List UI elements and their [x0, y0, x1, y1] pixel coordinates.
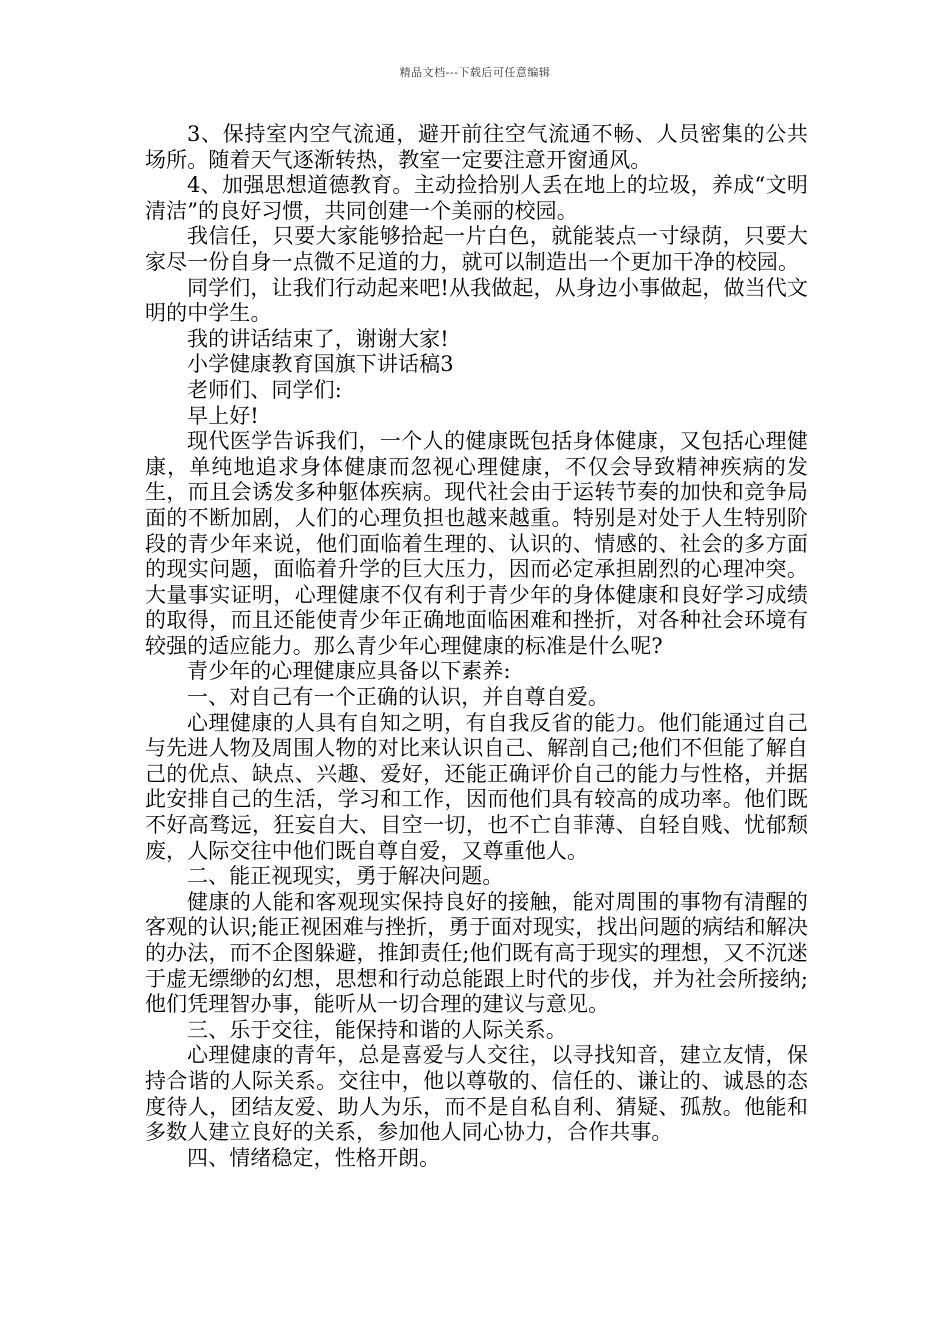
section-title: 小学健康教育国旗下讲话稿3 — [187, 352, 454, 377]
subheading: 四、情绪稳定，性格开朗。 — [187, 1145, 441, 1170]
paragraph: 同学们，让我们行动起来吧!从我做起，从身边小事做起，做当代文明的中学生。 — [145, 275, 808, 326]
page-header: 精品文档---下载后可任意编辑 — [399, 66, 551, 79]
paragraph: 我的讲话结束了，谢谢大家! — [187, 326, 449, 351]
paragraph: 我信任，只要大家能够拾起一片白色，就能装点一寸绿荫，只要大家尽一份自身一点微不足道的力，就可以制造出一个更加干净的校园。 — [145, 224, 808, 274]
paragraph: 3、保持室内空气流通，避开前往空气流通不畅、人员密集的公共场所。随着天气逐渐转热，教室一定要注意开窗通风。 — [145, 122, 808, 172]
paragraph: 青少年的心理健康应具备以下素养: — [187, 659, 511, 684]
salutation: 老师们、同学们: — [187, 377, 342, 402]
paragraph: 现代医学告诉我们，一个人的健康既包括身体健康，又包括心理健康，单纯地追求身体健康而忽视心理健康，不仅会导致精神疾病的发生，而且会诱发多种躯体疾病。现代社会由于运转节奏的加快和竞争局面的不断加剧，人们的心理负担也越来越重。特别是对处于人生特别阶段的青少年来说，他们面临着生理的、认识的、情感的、社会的多方面的现实问题，面临着升学的巨大压力，因而必定承担剧烈的心理冲突。大量事实证明，心理健康不仅有利于青少年的身体健康和良好学习成绩的取得，而且还能使青少年正确地面临困难和挫折，对各种社会环境有较强的适应能力。那么青少年心理健康的标准是什么呢? — [145, 429, 808, 658]
subheading: 三、乐于交往，能保持和谐的人际关系。 — [187, 1017, 567, 1042]
document-body — [145, 122, 808, 1171]
subheading: 一、对自己有一个正确的认识，并自尊自爱。 — [187, 685, 609, 710]
subheading: 二、能正视现实，勇于解决问题。 — [187, 864, 504, 889]
paragraph: 4、加强思想道德教育。主动捡拾别人丢在地上的垃圾，养成“文明清洁”的良好习惯，共同创建一个美丽的校园。 — [145, 173, 808, 223]
paragraph: 心理健康的人具有自知之明，有自我反省的能力。他们能通过自己与先进人物及周围人物的对比来认识自己、解剖自己;他们不但能了解自己的优点、缺点、兴趣、爱好，还能正确评价自己的能力与性格，并据此安排自己的生活，学习和工作，因而他们具有较高的成功率。他们既不好高骛远，狂妄自大、目空一切，也不亡自菲薄、自轻自贱、忧郁颓废，人际交往中他们既自尊自爱，又尊重他人。 — [145, 710, 808, 863]
paragraph: 心理健康的青年，总是喜爱与人交往，以寻找知音，建立友情，保持合谐的人际关系。交往中，他以尊敬的、信任的、谦让的、诚恳的态度待人，团结友爱、助人为乐，而不是自私自利、猜疑、孤敖。他能和多数人建立良好的关系，参加他人同心协力，合作共事。 — [145, 1043, 808, 1145]
paragraph: 健康的人能和客观现实保持良好的接触，能对周围的事物有清醒的客观的认识;能正视困难与挫折，勇于面对现实，找出问题的病结和解决的办法，而不企图躲避，推卸责任;他们既有高于现实的理想，又不沉迷于虚无缥缈的幻想，思想和行动总能跟上时代的步伐，并为社会所接纳;他们凭理智办事，能听从一切合理的建议与意见。 — [145, 889, 808, 1017]
greeting: 早上好! — [187, 403, 259, 428]
